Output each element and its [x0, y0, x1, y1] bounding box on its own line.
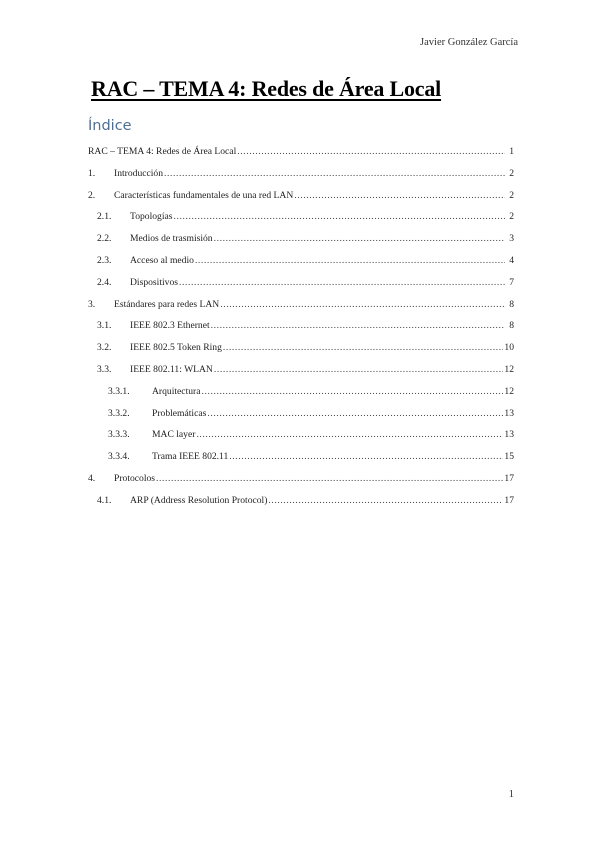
toc-dot-leader — [201, 386, 503, 397]
toc-entry[interactable] — [88, 342, 514, 364]
toc-entry-page: 8 — [509, 320, 514, 332]
toc-dot-leader — [214, 364, 504, 375]
toc-entry-number: 3.3.3. — [108, 429, 130, 441]
toc-dot-leader — [214, 233, 505, 244]
toc-dot-leader — [229, 451, 503, 462]
toc-dot-leader — [174, 211, 506, 222]
toc-entry-number: 3.2. — [97, 342, 112, 354]
toc-entry-number: 2.3. — [97, 254, 112, 266]
toc-dot-leader — [196, 429, 503, 440]
toc-entry-page: 7 — [509, 276, 514, 288]
toc-entry-page: 15 — [504, 451, 514, 463]
toc-entry[interactable] — [88, 495, 514, 517]
toc-dot-leader — [268, 495, 503, 506]
toc-entry-number: 2.4. — [97, 276, 112, 288]
toc-entry-label: Problemáticas — [152, 407, 207, 419]
toc-entry-label: Topologías — [130, 211, 173, 223]
toc-entry-label: RAC – TEMA 4: Redes de Área Local — [88, 146, 237, 157]
header-author: Javier González García — [420, 37, 518, 48]
toc-entry[interactable] — [88, 364, 514, 386]
toc-entry-label: Trama IEEE 802.11 — [152, 451, 229, 463]
toc-entry-page: 2 — [509, 211, 514, 223]
toc-entry-number: 4.1. — [97, 494, 112, 506]
toc-entry[interactable] — [88, 277, 514, 299]
toc-entry-label: Acceso al medio — [130, 254, 194, 266]
toc-entry-label: Medios de trasmisión — [130, 233, 213, 245]
toc-entry-number: 3. — [88, 298, 96, 310]
toc-entry-label: IEEE 802.11: WLAN — [130, 363, 213, 375]
toc-entry-label: Arquitectura — [152, 385, 201, 397]
toc-entry[interactable] — [88, 320, 514, 342]
toc-dot-leader — [294, 190, 505, 201]
toc-entry-number: 3.3.4. — [108, 451, 130, 463]
toc-entry-number: 3.3.1. — [108, 385, 130, 397]
toc-entry-page: 3 — [509, 233, 514, 245]
toc-entry[interactable] — [88, 408, 514, 430]
toc-entry-page: 17 — [504, 494, 514, 506]
toc-entry-number: 3.3. — [97, 363, 112, 375]
toc-dot-leader — [220, 299, 505, 310]
toc-dot-leader — [237, 146, 505, 157]
toc-dot-leader — [164, 168, 505, 179]
toc-entry-page: 12 — [504, 363, 514, 375]
toc-entry[interactable] — [88, 168, 514, 190]
toc-dot-leader — [211, 320, 505, 331]
toc-entry[interactable] — [88, 255, 514, 277]
page-number: 1 — [508, 789, 514, 800]
toc-entry-page: 2 — [509, 167, 514, 179]
toc-entry-number: 1. — [88, 167, 96, 179]
toc-entry-page: 2 — [509, 189, 514, 201]
toc-entry-page: 13 — [504, 429, 514, 441]
toc-entry[interactable] — [88, 451, 514, 473]
toc-entry-label: Estándares para redes LAN — [114, 298, 220, 310]
toc-entry-number: 2. — [88, 189, 96, 201]
toc-entry[interactable] — [88, 146, 514, 168]
toc-entry-label: Introducción — [114, 167, 164, 179]
toc-entry[interactable] — [88, 429, 514, 451]
toc-entry-label: IEEE 802.3 Ethernet — [130, 320, 210, 332]
toc-entry-number: 2.1. — [97, 211, 112, 223]
toc-entry-page: 12 — [504, 385, 514, 397]
toc-entry-label: MAC layer — [152, 429, 196, 441]
toc-entry-label: Características fundamentales de una red LAN — [114, 189, 294, 201]
toc-dot-leader — [223, 342, 504, 353]
toc-entry-number: 4. — [88, 472, 96, 484]
toc-entry[interactable] — [88, 190, 514, 212]
toc-dot-leader — [195, 255, 505, 266]
toc-entry[interactable] — [88, 386, 514, 408]
toc-dot-leader — [179, 277, 505, 288]
toc-entry-page: 4 — [509, 254, 514, 266]
toc-entry-page: 8 — [509, 298, 514, 310]
toc-heading: Índice — [88, 118, 132, 134]
toc-entry-number: 2.2. — [97, 233, 112, 245]
toc-dot-leader — [156, 473, 503, 484]
toc-entry-label: IEEE 802.5 Token Ring — [130, 342, 222, 354]
toc-entry-label: ARP (Address Resolution Protocol) — [130, 494, 268, 506]
document-title: RAC – TEMA 4: Redes de Área Local — [91, 76, 442, 101]
toc-entry-page: 1 — [509, 146, 514, 157]
toc-entry[interactable] — [88, 211, 514, 233]
toc-dot-leader — [207, 408, 503, 419]
toc-entry-label: Dispositivos — [130, 276, 178, 288]
toc-entry[interactable] — [88, 473, 514, 495]
toc-entry-page: 13 — [504, 407, 514, 419]
table-of-contents — [88, 146, 514, 517]
toc-entry-page: 10 — [504, 342, 514, 354]
toc-entry-number: 3.3.2. — [108, 407, 130, 419]
toc-entry-page: 17 — [504, 472, 514, 484]
toc-entry-label: Protocolos — [114, 472, 156, 484]
toc-entry[interactable] — [88, 233, 514, 255]
toc-entry[interactable] — [88, 299, 514, 321]
toc-entry-number: 3.1. — [97, 320, 112, 332]
